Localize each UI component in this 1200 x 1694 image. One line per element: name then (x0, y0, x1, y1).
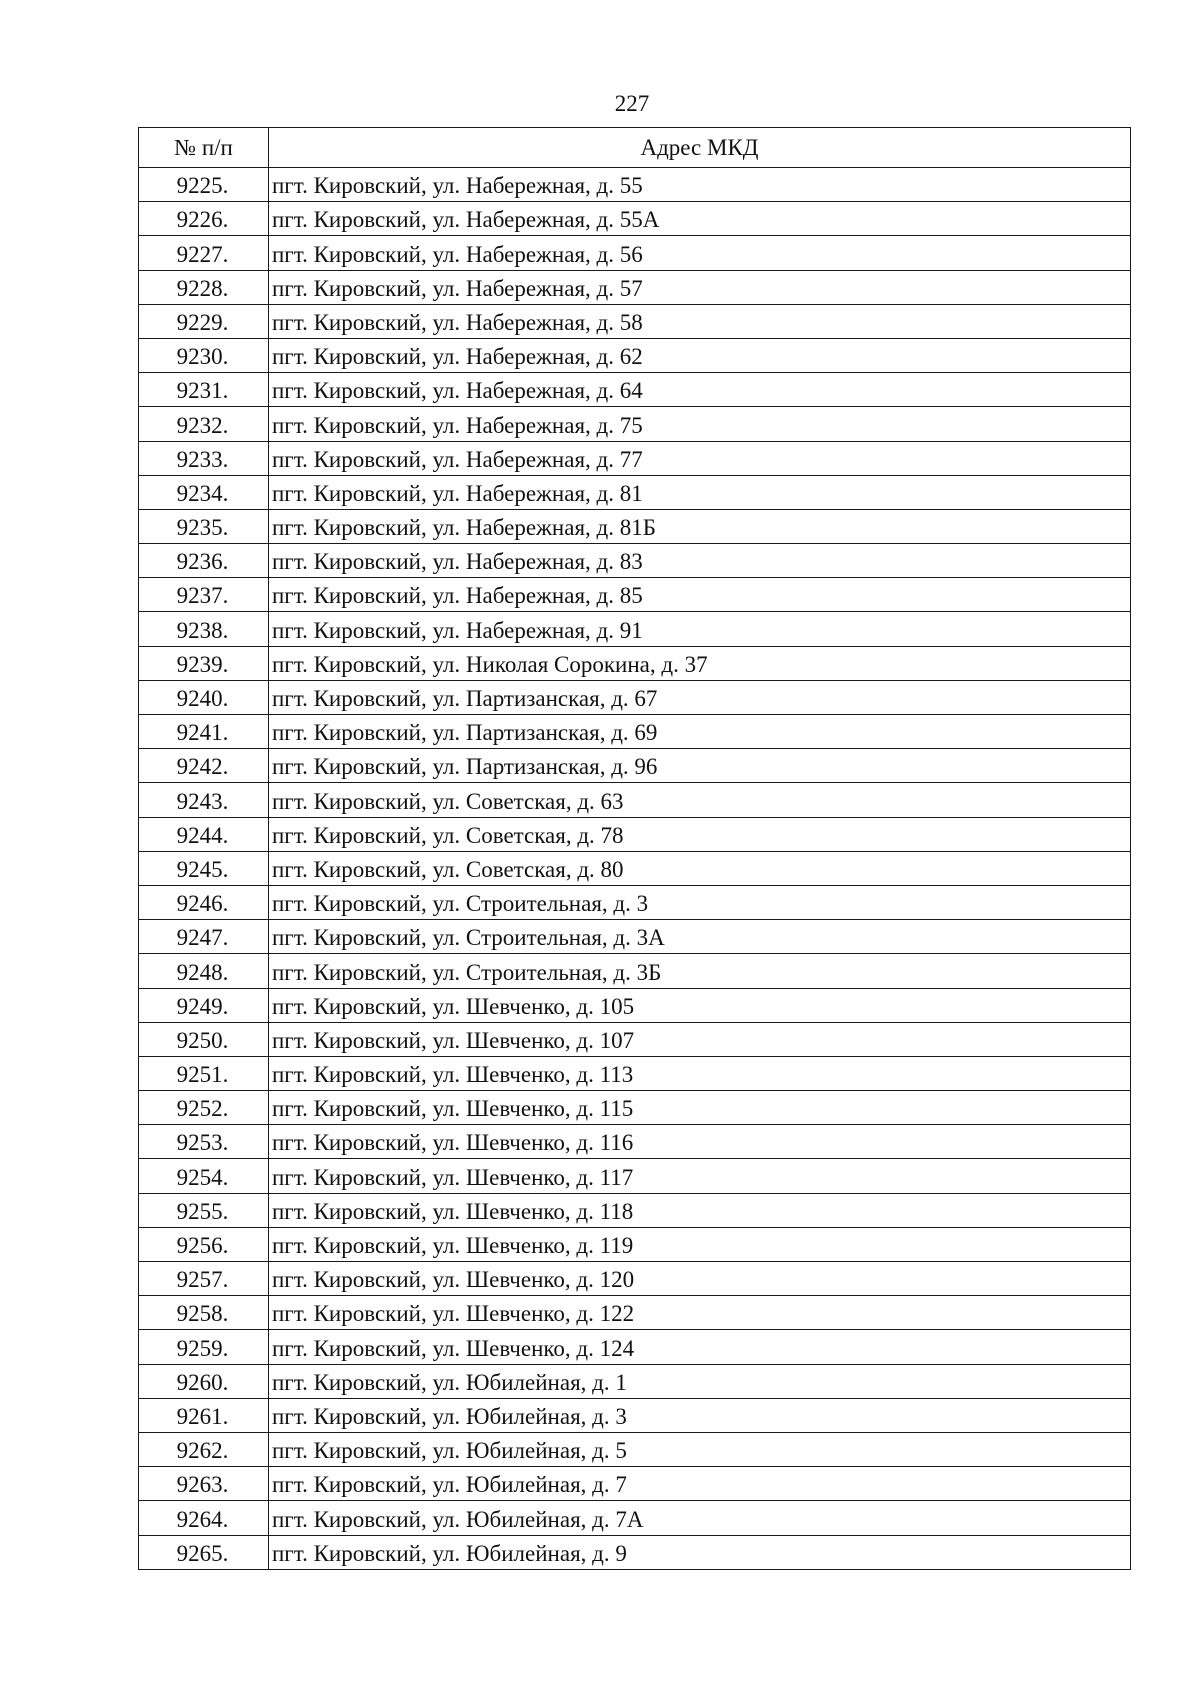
table-row (139, 783, 1131, 817)
row-number-cell: 9258. (139, 1296, 269, 1330)
address-table (138, 127, 1131, 1570)
table-row (139, 1432, 1131, 1466)
address-cell: пгт. Кировский, ул. Набережная, д. 83 (269, 544, 1131, 578)
table-row (139, 988, 1131, 1022)
row-number-cell: 9238. (139, 612, 269, 646)
row-number-cell: 9236. (139, 544, 269, 578)
address-cell: пгт. Кировский, ул. Набережная, д. 55 (269, 168, 1131, 202)
table-row (139, 1227, 1131, 1261)
table-row (139, 304, 1131, 338)
row-number-cell: 9225. (139, 168, 269, 202)
row-number-cell: 9230. (139, 338, 269, 372)
address-cell: пгт. Кировский, ул. Набережная, д. 77 (269, 441, 1131, 475)
table-row (139, 817, 1131, 851)
table-row (139, 1125, 1131, 1159)
address-cell: пгт. Кировский, ул. Юбилейная, д. 9 (269, 1535, 1131, 1569)
row-number-cell: 9244. (139, 817, 269, 851)
table-row (139, 851, 1131, 885)
table-row (139, 1193, 1131, 1227)
address-cell: пгт. Кировский, ул. Шевченко, д. 116 (269, 1125, 1131, 1159)
row-number-cell: 9265. (139, 1535, 269, 1569)
table-row (139, 1467, 1131, 1501)
row-number-cell: 9239. (139, 646, 269, 680)
table-row (139, 680, 1131, 714)
row-number-cell: 9254. (139, 1159, 269, 1193)
row-number-cell: 9240. (139, 680, 269, 714)
address-cell: пгт. Кировский, ул. Строительная, д. 3 (269, 885, 1131, 919)
row-number-cell: 9242. (139, 749, 269, 783)
row-number-cell: 9243. (139, 783, 269, 817)
table-row (139, 1501, 1131, 1535)
address-cell: пгт. Кировский, ул. Набережная, д. 56 (269, 236, 1131, 270)
row-number-cell: 9234. (139, 475, 269, 509)
row-number-cell: 9247. (139, 920, 269, 954)
address-cell: пгт. Кировский, ул. Набережная, д. 81 (269, 475, 1131, 509)
column-header-address: Адрес МКД (269, 128, 1131, 168)
table-row (139, 270, 1131, 304)
table-row (139, 1262, 1131, 1296)
address-cell: пгт. Кировский, ул. Шевченко, д. 115 (269, 1091, 1131, 1125)
row-number-cell: 9227. (139, 236, 269, 270)
table-row (139, 920, 1131, 954)
address-cell: пгт. Кировский, ул. Юбилейная, д. 7 (269, 1467, 1131, 1501)
row-number-cell: 9260. (139, 1364, 269, 1398)
address-cell: пгт. Кировский, ул. Набережная, д. 91 (269, 612, 1131, 646)
address-cell: пгт. Кировский, ул. Юбилейная, д. 1 (269, 1364, 1131, 1398)
address-table-container (138, 127, 1130, 1570)
table-row (139, 407, 1131, 441)
table-row (139, 646, 1131, 680)
row-number-cell: 9248. (139, 954, 269, 988)
address-cell: пгт. Кировский, ул. Шевченко, д. 118 (269, 1193, 1131, 1227)
row-number-cell: 9253. (139, 1125, 269, 1159)
row-number-cell: 9264. (139, 1501, 269, 1535)
row-number-cell: 9250. (139, 1022, 269, 1056)
table-row (139, 1535, 1131, 1569)
address-cell: пгт. Кировский, ул. Набережная, д. 55А (269, 202, 1131, 236)
page-number: 227 (614, 91, 650, 116)
row-number-cell: 9233. (139, 441, 269, 475)
row-number-cell: 9231. (139, 373, 269, 407)
table-header (139, 128, 1131, 168)
address-cell: пгт. Кировский, ул. Набережная, д. 64 (269, 373, 1131, 407)
row-number-cell: 9235. (139, 509, 269, 543)
address-cell: пгт. Кировский, ул. Набережная, д. 58 (269, 304, 1131, 338)
address-cell: пгт. Кировский, ул. Советская, д. 80 (269, 851, 1131, 885)
address-cell: пгт. Кировский, ул. Набережная, д. 57 (269, 270, 1131, 304)
address-cell: пгт. Кировский, ул. Шевченко, д. 120 (269, 1262, 1131, 1296)
table-row (139, 338, 1131, 372)
table-row (139, 954, 1131, 988)
row-number-cell: 9259. (139, 1330, 269, 1364)
row-number-cell: 9261. (139, 1398, 269, 1432)
address-cell: пгт. Кировский, ул. Набережная, д. 75 (269, 407, 1131, 441)
address-cell: пгт. Кировский, ул. Юбилейная, д. 3 (269, 1398, 1131, 1432)
address-cell: пгт. Кировский, ул. Шевченко, д. 124 (269, 1330, 1131, 1364)
row-number-cell: 9252. (139, 1091, 269, 1125)
address-cell: пгт. Кировский, ул. Шевченко, д. 119 (269, 1227, 1131, 1261)
table-row (139, 168, 1131, 202)
row-number-cell: 9245. (139, 851, 269, 885)
row-number-cell: 9241. (139, 715, 269, 749)
table-row (139, 475, 1131, 509)
address-cell: пгт. Кировский, ул. Николая Сорокина, д. 37 (269, 646, 1131, 680)
address-cell: пгт. Кировский, ул. Строительная, д. 3Б (269, 954, 1131, 988)
table-body (139, 168, 1131, 1570)
table-row (139, 1091, 1131, 1125)
table-row (139, 1022, 1131, 1056)
row-number-cell: 9226. (139, 202, 269, 236)
address-cell: пгт. Кировский, ул. Партизанская, д. 67 (269, 680, 1131, 714)
table-row (139, 1296, 1131, 1330)
address-cell: пгт. Кировский, ул. Шевченко, д. 113 (269, 1056, 1131, 1090)
row-number-cell: 9263. (139, 1467, 269, 1501)
row-number-cell: 9251. (139, 1056, 269, 1090)
row-number-cell: 9237. (139, 578, 269, 612)
table-row (139, 885, 1131, 919)
row-number-cell: 9229. (139, 304, 269, 338)
address-cell: пгт. Кировский, ул. Шевченко, д. 117 (269, 1159, 1131, 1193)
address-cell: пгт. Кировский, ул. Юбилейная, д. 7А (269, 1501, 1131, 1535)
address-cell: пгт. Кировский, ул. Партизанская, д. 69 (269, 715, 1131, 749)
table-row (139, 749, 1131, 783)
address-cell: пгт. Кировский, ул. Строительная, д. 3А (269, 920, 1131, 954)
header-row (139, 128, 1131, 168)
row-number-cell: 9255. (139, 1193, 269, 1227)
row-number-cell: 9262. (139, 1432, 269, 1466)
table-row (139, 202, 1131, 236)
address-cell: пгт. Кировский, ул. Набережная, д. 62 (269, 338, 1131, 372)
address-cell: пгт. Кировский, ул. Набережная, д. 85 (269, 578, 1131, 612)
address-cell: пгт. Кировский, ул. Советская, д. 78 (269, 817, 1131, 851)
address-cell: пгт. Кировский, ул. Партизанская, д. 96 (269, 749, 1131, 783)
table-row (139, 1056, 1131, 1090)
address-cell: пгт. Кировский, ул. Шевченко, д. 107 (269, 1022, 1131, 1056)
row-number-cell: 9249. (139, 988, 269, 1022)
address-cell: пгт. Кировский, ул. Советская, д. 63 (269, 783, 1131, 817)
table-row (139, 441, 1131, 475)
address-cell: пгт. Кировский, ул. Набережная, д. 81Б (269, 509, 1131, 543)
column-header-number: № п/п (139, 128, 269, 168)
table-row (139, 1398, 1131, 1432)
row-number-cell: 9246. (139, 885, 269, 919)
table-row (139, 1330, 1131, 1364)
row-number-cell: 9228. (139, 270, 269, 304)
table-row (139, 1364, 1131, 1398)
table-row (139, 236, 1131, 270)
table-row (139, 578, 1131, 612)
row-number-cell: 9257. (139, 1262, 269, 1296)
address-cell: пгт. Кировский, ул. Шевченко, д. 105 (269, 988, 1131, 1022)
address-cell: пгт. Кировский, ул. Шевченко, д. 122 (269, 1296, 1131, 1330)
table-row (139, 544, 1131, 578)
table-row (139, 1159, 1131, 1193)
table-row (139, 715, 1131, 749)
address-cell: пгт. Кировский, ул. Юбилейная, д. 5 (269, 1432, 1131, 1466)
row-number-cell: 9256. (139, 1227, 269, 1261)
table-row (139, 373, 1131, 407)
row-number-cell: 9232. (139, 407, 269, 441)
table-row (139, 612, 1131, 646)
table-row (139, 509, 1131, 543)
